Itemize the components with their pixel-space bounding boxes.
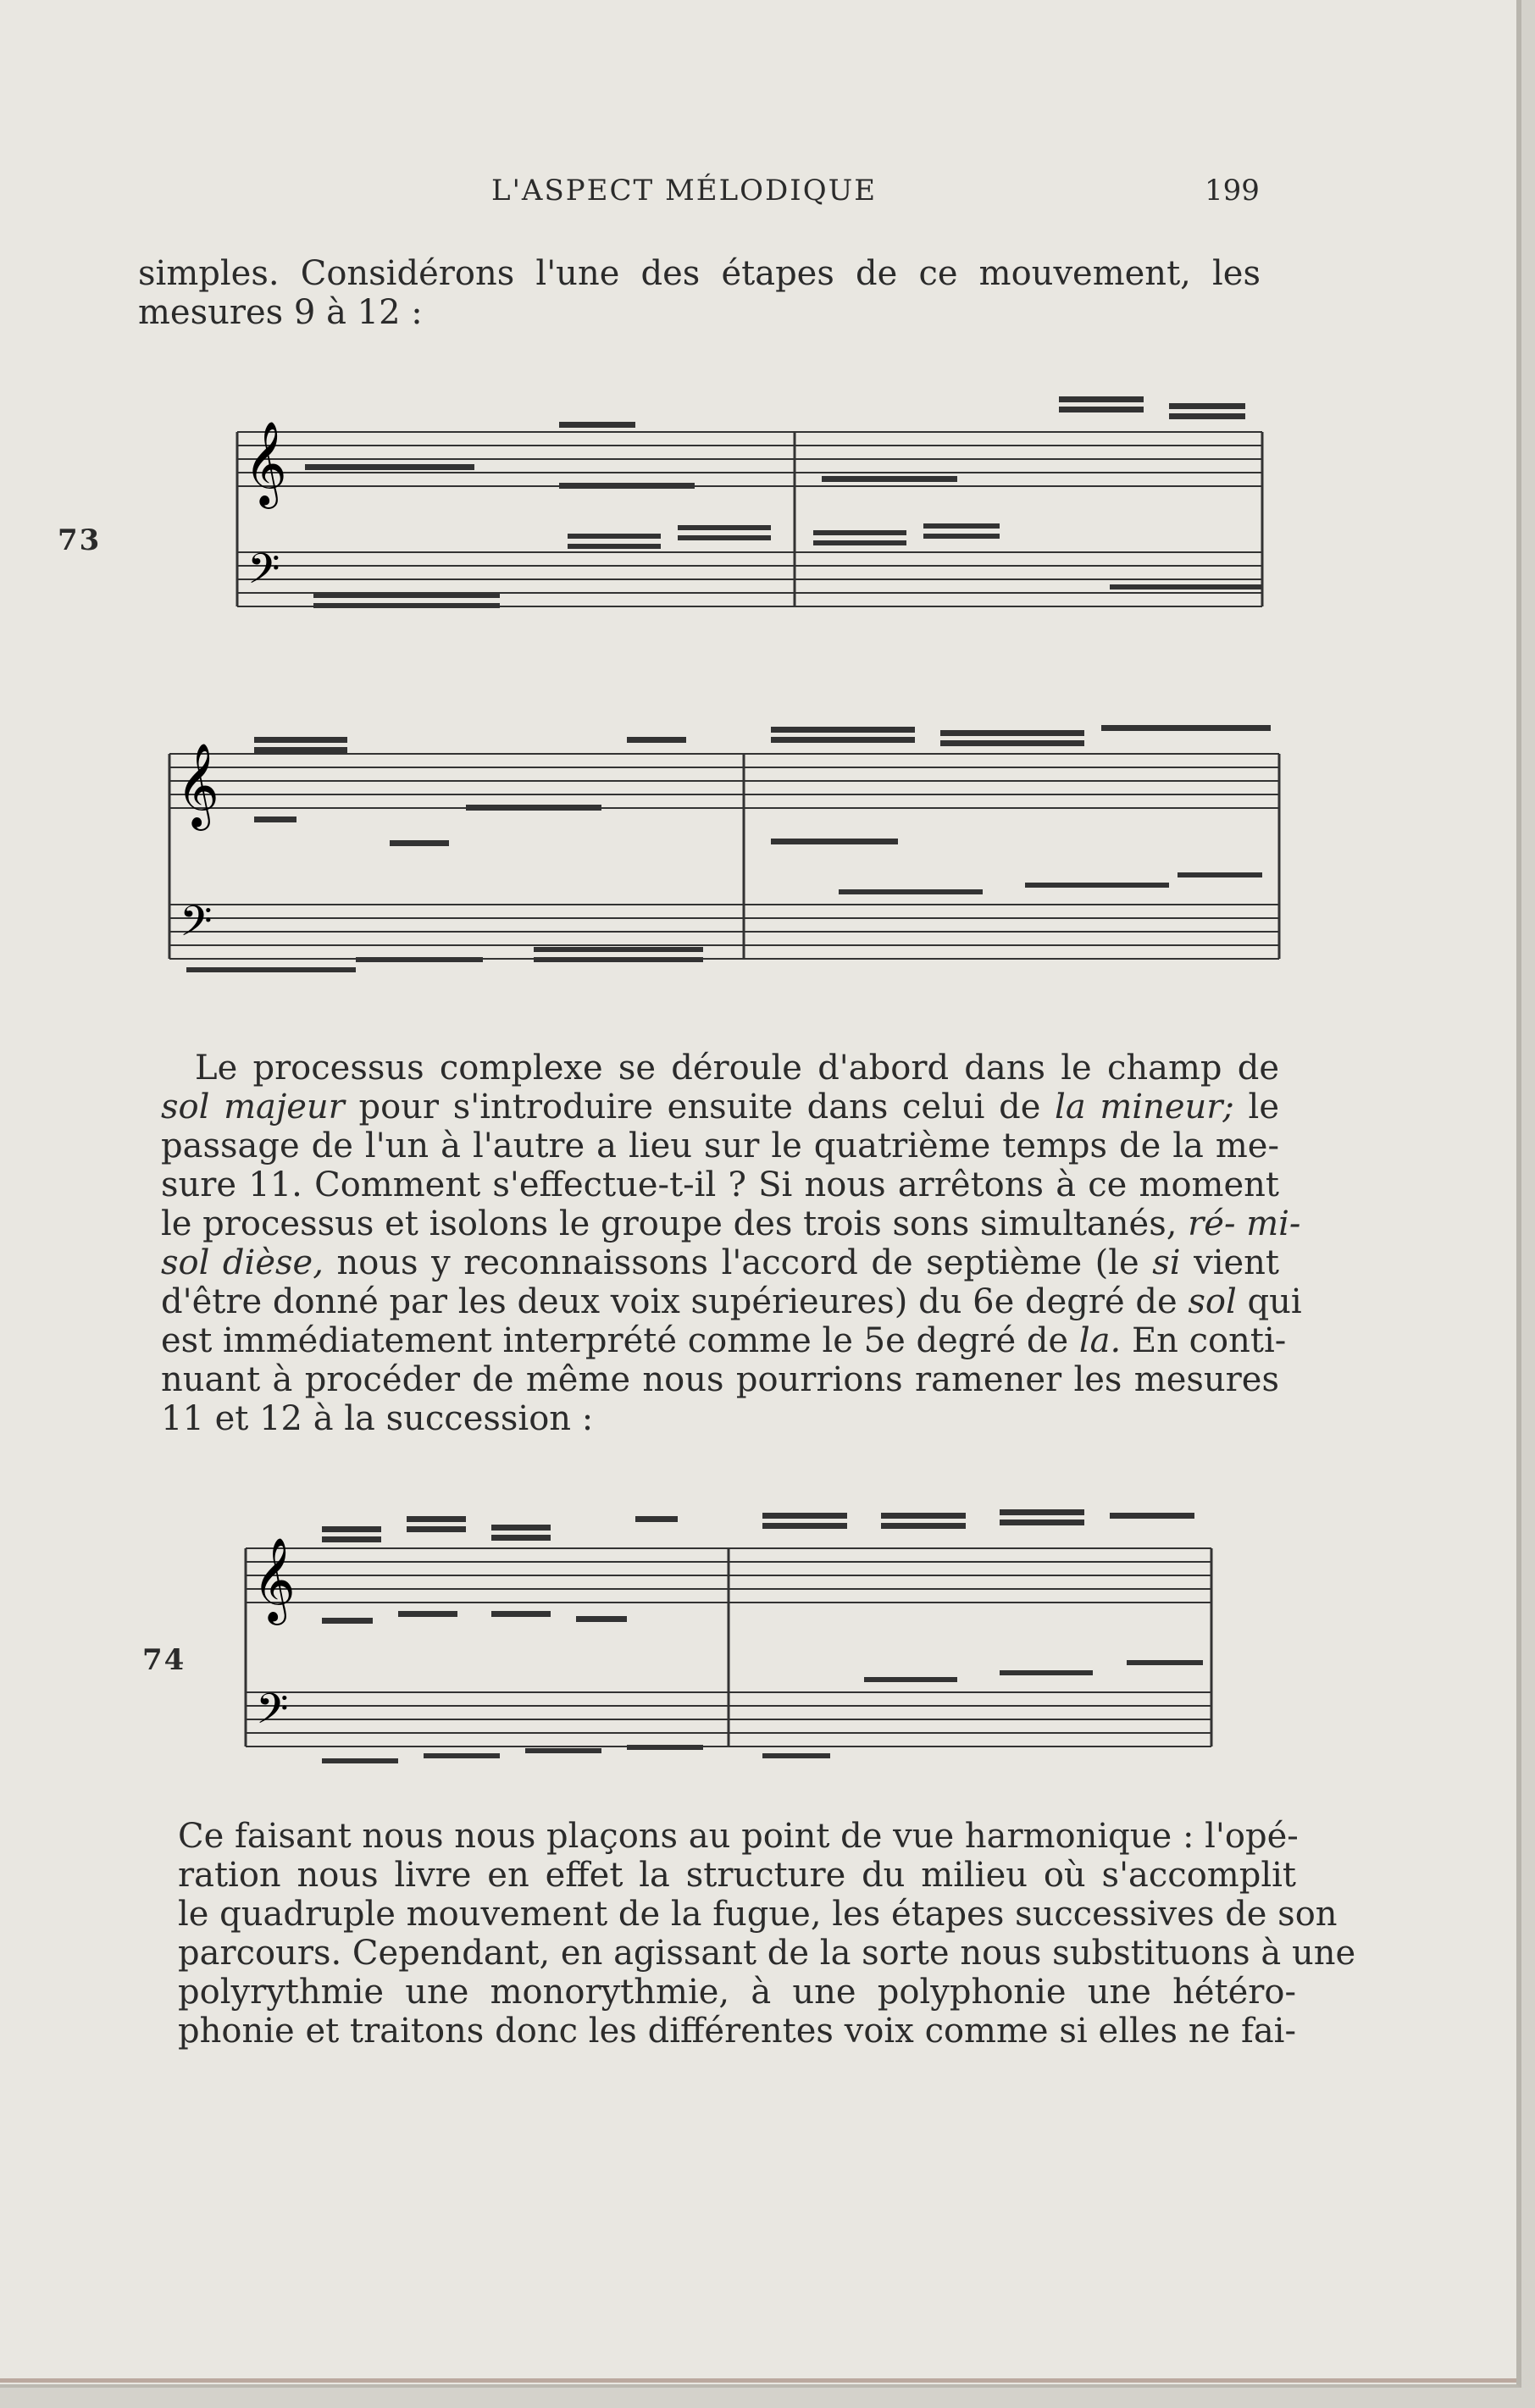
text-run: qui — [1236, 1282, 1302, 1321]
note-name: la. — [1078, 1321, 1122, 1360]
paragraph-2-line-3: le quadruple mouvement de la fugue, les étapes successives de son — [178, 1895, 1338, 1934]
text-run: En conti- — [1121, 1321, 1287, 1360]
treble-staff — [169, 754, 1279, 808]
bass-clef-icon: 𝄢 — [180, 897, 213, 956]
paragraph-1-line-3: passage de l'un à l'autre a lieu sur le quatrième temps de la me- — [161, 1127, 1279, 1165]
note-name: si — [1152, 1243, 1181, 1282]
bass-staff — [169, 905, 1279, 959]
paragraph-1-line-4: sure 11. Comment s'effectue-t-il ? Si nous arrêtons à ce moment — [161, 1165, 1279, 1204]
note-name: sol — [1188, 1282, 1237, 1321]
bass-clef-icon: 𝄢 — [247, 545, 280, 604]
music-example-73-system-2 — [161, 703, 1288, 999]
paragraph-1-line-1: Le processus complexe se déroule d'abord dans le champ de — [195, 1049, 1279, 1088]
key-la-mineur: la mineur; — [1055, 1088, 1234, 1127]
bass-clef-icon: 𝄢 — [256, 1685, 289, 1744]
paragraph-2-line-1: Ce faisant nous nous plaçons au point de vue harmonique : l'opé- — [178, 1817, 1299, 1856]
paragraph-1-line-6 — [161, 1243, 1279, 1282]
bass-staff — [237, 552, 1262, 606]
paragraph-1-line-9: nuant à procéder de même nous pourrions ramener les mesures — [161, 1360, 1279, 1399]
note-names: sol dièse, — [161, 1243, 324, 1282]
text-run: est immédiatement interprété comme le 5e degré de — [161, 1321, 1079, 1360]
paragraph-2-line-4: parcours. Cependant, en agissant de la sorte nous substituons à une — [178, 1934, 1356, 1973]
text-run: le processus et isolons le groupe des trois sons simultanés, — [161, 1204, 1189, 1243]
intro-line-2: mesures 9 à 12 : — [138, 293, 423, 332]
paragraph-2-line-2: ration nous livre en effet la structure du milieu où s'accomplit — [178, 1856, 1296, 1895]
paragraph-1-line-2 — [161, 1088, 1279, 1127]
treble-clef-icon: 𝄞 — [252, 1537, 296, 1622]
text-run: d'être donné par les deux voix supérieures) du 6e degré de — [161, 1282, 1189, 1321]
paragraph-2-line-5: polyrythmie une monorythmie, à une polyphonie une hétéro- — [178, 1973, 1296, 2012]
page-edge-shadow — [0, 2378, 1516, 2383]
text-run: nous y reconnaissons l'accord de septième (le — [323, 1243, 1153, 1282]
figure-number-74: 74 — [142, 1643, 186, 1677]
music-example-73-system-1 — [229, 364, 1271, 644]
text-run: vient — [1180, 1243, 1279, 1282]
intro-text — [138, 254, 1261, 332]
text-run: le — [1233, 1088, 1280, 1127]
note-names: ré- mi- — [1188, 1204, 1301, 1243]
treble-clef-icon: 𝄞 — [244, 421, 287, 506]
notes-system-1 — [305, 396, 1262, 608]
paragraph-1-line-10: 11 et 12 à la succession : — [161, 1399, 594, 1438]
figure-number-73: 73 — [58, 523, 102, 557]
paragraph-1-line-5 — [161, 1204, 1301, 1243]
intro-line-1: simples. Considérons l'une des étapes de ce mouvement, les — [138, 254, 1261, 293]
running-title: L'ASPECT MÉLODIQUE — [491, 174, 878, 208]
paragraph-2-line-6: phonie et traitons donc les différentes voix comme si elles ne fai- — [178, 2012, 1296, 2051]
paragraph-1-line-8 — [161, 1321, 1287, 1360]
paragraph-2 — [178, 1817, 1356, 2051]
key-sol-majeur: sol majeur — [161, 1088, 345, 1127]
paragraph-1-line-7 — [161, 1282, 1302, 1321]
music-example-74 — [237, 1491, 1220, 1779]
text-run: pour s'introduire ensuite dans celui de — [344, 1088, 1056, 1127]
paragraph-1 — [161, 1049, 1302, 1438]
treble-clef-icon: 𝄞 — [176, 743, 219, 828]
treble-staff — [237, 432, 1262, 486]
notes-system-2 — [186, 725, 1271, 972]
page-number: 199 — [1205, 174, 1260, 208]
